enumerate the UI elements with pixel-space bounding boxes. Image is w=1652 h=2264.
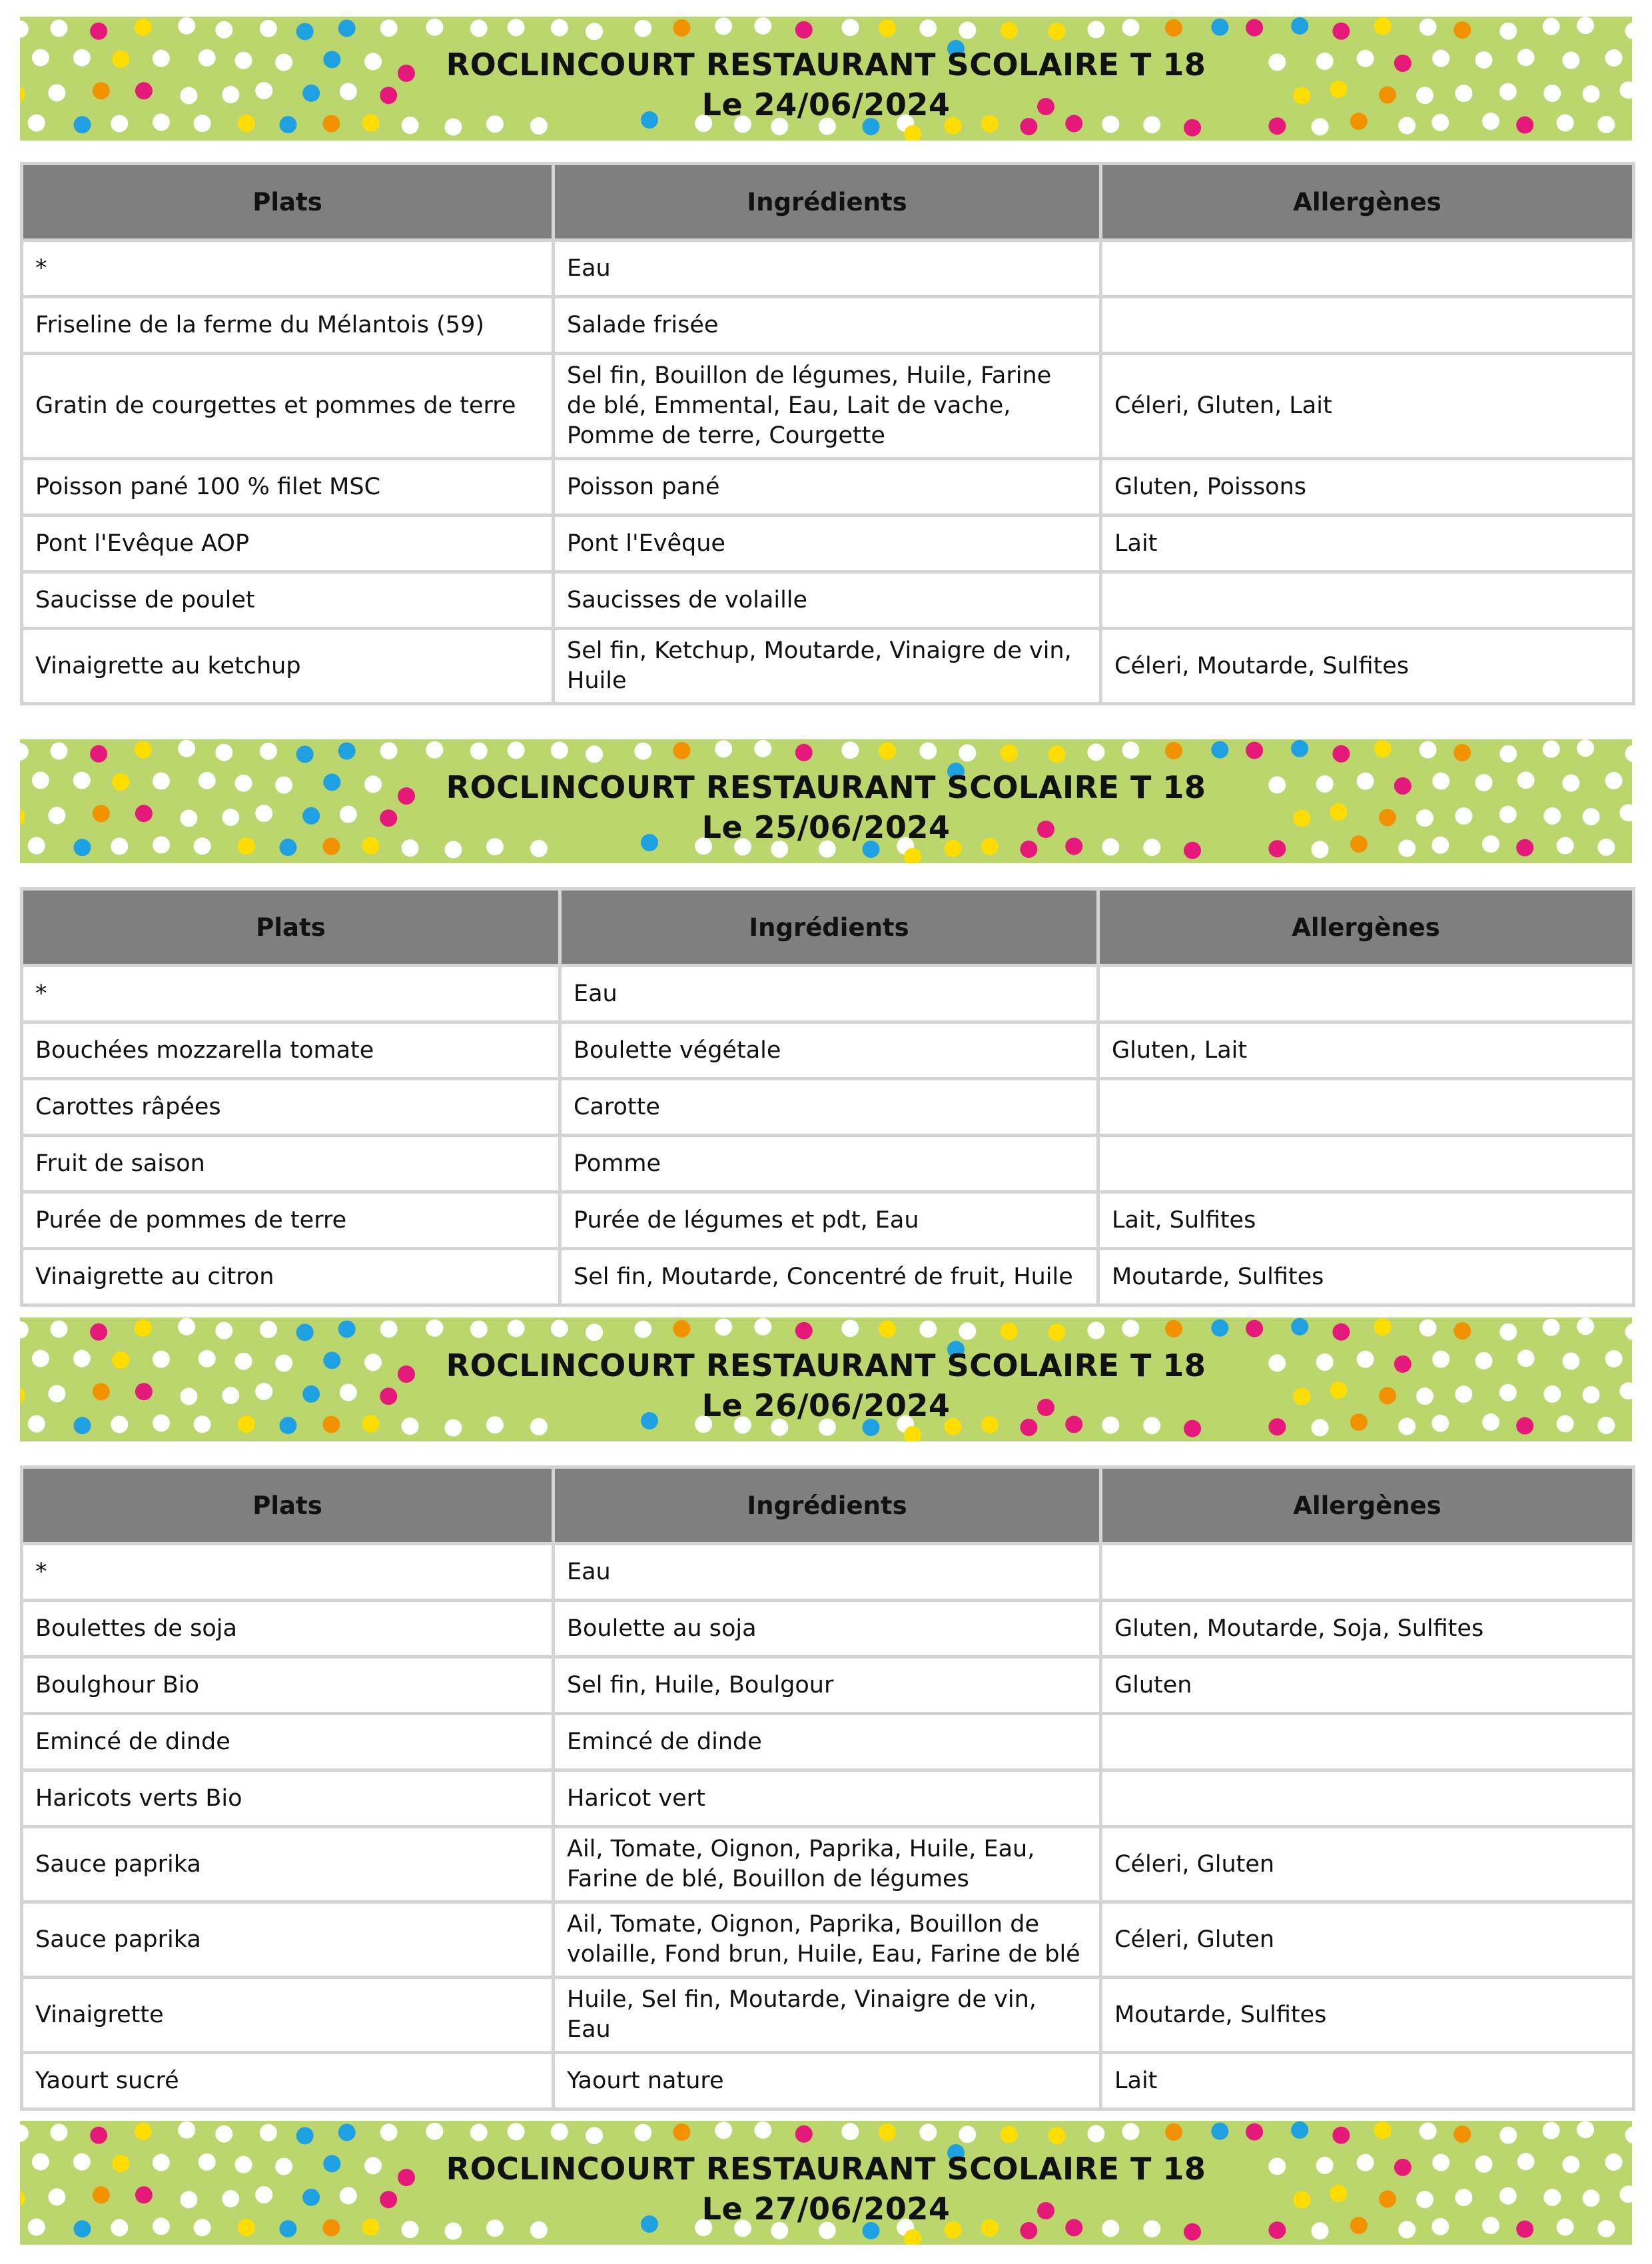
table-row [22,1978,1634,2053]
dish-allergens [1101,572,1634,629]
polka-dot [508,19,525,36]
polka-dot [1543,18,1560,35]
polka-dot [508,2123,525,2140]
polka-dot [90,1323,107,1341]
polka-dot [1374,2121,1392,2139]
table-row [22,1136,1634,1192]
day-section [20,1318,1632,2094]
dish-allergens: Gluten [1101,1657,1634,1714]
polka-dot [260,1321,277,1338]
dish-ingredients: Sel fin, Bouillon de légumes, Huile, Farine de blé, Emmental, Eau, Lait de vache, Pomme de terre, Courgette [554,354,1101,459]
table-row [22,354,1634,459]
dish-ingredients: Boulette au soja [554,1601,1101,1657]
polka-dot [551,19,568,37]
polka-dot [178,1318,195,1335]
column-header-allergenes: Allergènes [1101,1467,1634,1544]
table-row [22,2053,1634,2109]
polka-dot [1165,2123,1182,2141]
polka-dot [1211,1320,1228,1337]
polka-dot [1625,745,1632,762]
banner-title [20,767,1632,847]
dish-name: Haricots verts Bio [22,1770,554,1827]
polka-dot [1165,1320,1182,1337]
dish-name: Vinaigrette au citron [22,1249,560,1306]
menu-date: Le 24/06/2024 [701,87,951,123]
polka-dot [1625,2126,1632,2143]
table-row [22,1022,1634,1079]
dish-name: Sauce paprika [22,1902,554,1978]
polka-dot [1453,21,1471,39]
polka-dot [673,1320,690,1337]
table-header-row [22,164,1634,240]
restaurant-name: ROCLINCOURT RESTAURANT SCOLAIRE T 18 [446,2151,1206,2187]
polka-dot [296,745,314,763]
restaurant-name: ROCLINCOURT RESTAURANT SCOLAIRE T 18 [446,769,1206,805]
polka-dot [380,19,398,37]
polka-dot [426,741,443,759]
polka-dot [426,19,443,36]
polka-dot [754,1318,771,1335]
table-row [22,1770,1634,1827]
polka-dot [296,1323,314,1341]
dish-allergens: Moutarde, Sulfites [1098,1249,1634,1306]
dish-ingredients: Boulette végétale [560,1022,1098,1079]
dish-allergens: Lait [1101,516,1634,572]
polka-dot [586,1323,603,1341]
dish-allergens: Céleri, Moutarde, Sulfites [1101,629,1634,704]
dish-ingredients: Emincé de dinde [554,1714,1101,1770]
polka-dot [215,1322,232,1339]
dish-name: * [22,1544,554,1601]
dish-name: * [22,966,560,1022]
polka-dot [551,742,568,759]
polka-dot [1048,23,1066,40]
polka-dot [586,23,603,40]
polka-dot [296,23,314,40]
dish-allergens: Céleri, Gluten [1101,1827,1634,1902]
column-header-plats: Plats [22,889,560,966]
dish-ingredients: Haricot vert [554,1770,1101,1827]
polka-dot [1499,1323,1517,1341]
polka-dot [795,744,813,761]
table-row [22,1079,1634,1136]
polka-dot [338,1320,356,1337]
day-section [20,2121,1632,2245]
polka-dot [380,2123,398,2141]
table-row [22,459,1634,516]
polka-dot [90,23,107,40]
polka-dot [715,17,732,35]
column-header-ingredients: Ingrédients [560,889,1098,966]
polka-dot [135,741,152,759]
polka-dot [426,2123,443,2140]
dish-allergens [1101,1770,1634,1827]
dish-ingredients: Ail, Tomate, Oignon, Paprika, Bouillon de volaille, Fond brun, Huile, Eau, Farine de blé [554,1902,1101,1978]
polka-dot [1332,23,1350,40]
polka-dot [551,1320,568,1337]
polka-dot [20,2125,29,2142]
polka-dot [1499,23,1517,40]
polka-dot [135,19,152,36]
table-row [22,572,1634,629]
polka-dot [634,20,651,37]
polka-dot [470,742,488,759]
dish-name: Friseline de la ferme du Mélantois (59) [22,297,554,354]
dish-name: Fruit de saison [22,1136,560,1192]
polka-dot [135,2123,152,2140]
polka-dot [470,19,488,37]
polka-dot [1420,741,1437,759]
polka-dot [1246,2123,1263,2141]
dish-allergens: Gluten, Lait [1098,1022,1634,1079]
polka-dot [50,19,67,37]
polka-dot [178,17,195,35]
dish-ingredients: Ail, Tomate, Oignon, Paprika, Huile, Eau, Farine de blé, Bouillon de légumes [554,1827,1101,1902]
polka-dot [1499,2127,1517,2144]
polka-dot [1332,2127,1350,2144]
restaurant-name: ROCLINCOURT RESTAURANT SCOLAIRE T 18 [446,1347,1206,1383]
polka-dot [919,1320,937,1337]
polka-dot [215,21,232,39]
dish-ingredients: Yaourt nature [554,2053,1101,2109]
polka-dot [215,744,232,761]
polka-dot [715,740,732,757]
polka-dot [634,743,651,760]
polka-dot [879,19,896,37]
dish-name: Yaourt sucré [22,2053,554,2109]
polka-dot [1543,1319,1560,1336]
polka-dot [879,742,896,759]
dish-name: Boulettes de soja [22,1601,554,1657]
polka-dot [1577,17,1594,34]
polka-dot [338,19,356,37]
column-header-allergenes: Allergènes [1098,889,1634,966]
polka-dot [296,2127,314,2144]
table-row [22,297,1634,354]
polka-dot [1087,743,1104,761]
polka-dot [841,2123,859,2140]
banner-title [20,1345,1632,1425]
polka-dot [1420,1320,1437,1337]
day-section [20,17,1632,694]
polka-dot [754,740,771,757]
polka-dot [1543,2122,1560,2139]
polka-dot [338,2123,356,2141]
table-row [22,966,1634,1022]
polka-dot [1374,17,1392,35]
polka-dot [50,742,67,759]
table-row [22,1902,1634,1978]
polka-dot [260,2124,277,2141]
dish-allergens: Lait [1101,2053,1634,2109]
polka-dot [795,1322,813,1339]
polka-dot [380,742,398,759]
polka-dot [1420,2123,1437,2140]
menu-date: Le 27/06/2024 [701,2191,951,2227]
day-banner [20,1318,1632,1441]
polka-dot [586,2127,603,2144]
dish-allergens: Lait, Sulfites [1098,1192,1634,1249]
polka-dot [20,1321,29,1339]
banner-title [20,2149,1632,2229]
table-row [22,1249,1634,1306]
polka-dot [1420,19,1437,36]
table-row [22,1544,1634,1601]
dish-ingredients: Carotte [560,1079,1098,1136]
banner-title [20,45,1632,125]
dish-name: Carottes râpées [22,1079,560,1136]
dish-allergens [1101,240,1634,297]
dish-allergens [1098,966,1634,1022]
polka-dot [673,2123,690,2141]
polka-dot [1165,19,1182,37]
polka-dot [1291,17,1308,35]
polka-dot [634,1321,651,1338]
dish-allergens: Céleri, Gluten, Lait [1101,354,1634,459]
column-header-allergenes: Allergènes [1101,164,1634,240]
polka-dot [715,2121,732,2139]
polka-dot [178,740,195,757]
polka-dot [470,1320,488,1337]
dish-name: Gratin de courgettes et pommes de terre [22,354,554,459]
polka-dot [919,2123,937,2141]
column-header-plats: Plats [22,1467,554,1544]
polka-dot [470,2123,488,2141]
dish-name: Vinaigrette au ketchup [22,629,554,704]
dish-ingredients: Pont l'Evêque [554,516,1101,572]
polka-dot [1001,22,1018,39]
polka-dot [754,2121,771,2139]
polka-dot [1543,741,1560,758]
dish-name: Pont l'Evêque AOP [22,516,554,572]
polka-dot [1001,1323,1018,1340]
dish-allergens [1098,1136,1634,1192]
polka-dot [1577,2121,1594,2138]
polka-dot [959,2125,976,2143]
dish-name: Poisson pané 100 % filet MSC [22,459,554,516]
polka-dot [1165,742,1182,759]
polka-dot [754,17,771,35]
dish-ingredients: Purée de légumes et pdt, Eau [560,1192,1098,1249]
polka-dot [1453,1322,1471,1339]
table-row [22,1714,1634,1770]
dish-ingredients: Eau [554,240,1101,297]
polka-dot [673,742,690,759]
dish-ingredients: Poisson pané [554,459,1101,516]
dish-allergens [1101,297,1634,354]
polka-dot [260,20,277,37]
polka-dot [1291,740,1308,757]
polka-dot [1122,1320,1139,1337]
dish-allergens [1098,1079,1634,1136]
polka-dot [1332,745,1350,763]
dish-ingredients: Sel fin, Ketchup, Moutarde, Vinaigre de vin, Huile [554,629,1101,704]
polka-dot [1332,1323,1350,1341]
polka-dot [20,743,29,761]
polka-dot [841,741,859,759]
dish-name: Bouchées mozzarella tomate [22,1022,560,1079]
polka-dot [959,744,976,761]
day-banner [20,739,1632,863]
table-row [22,1192,1634,1249]
restaurant-name: ROCLINCOURT RESTAURANT SCOLAIRE T 18 [446,47,1206,83]
table-row [22,516,1634,572]
polka-dot [1087,1321,1104,1339]
polka-dot [1453,744,1471,761]
menu-table [20,887,1635,1307]
polka-dot [50,2123,67,2141]
polka-dot [1374,740,1392,757]
polka-dot [841,19,859,36]
dish-ingredients: Sel fin, Moutarde, Concentré de fruit, Huile [560,1249,1098,1306]
dish-allergens [1101,1544,1634,1601]
polka-dot [715,1318,732,1335]
polka-dot [959,21,976,39]
polka-dot [673,19,690,37]
polka-dot [90,2127,107,2144]
polka-dot [1577,1318,1594,1335]
table-row [22,629,1634,704]
polka-dot [795,21,813,39]
dish-ingredients: Sel fin, Huile, Boulgour [554,1657,1101,1714]
polka-dot [90,745,107,763]
dish-ingredients: Saucisses de volaille [554,572,1101,629]
polka-dot [1577,739,1594,757]
dish-ingredients: Huile, Sel fin, Moutarde, Vinaigre de vin, Eau [554,1978,1101,2053]
column-header-plats: Plats [22,164,554,240]
polka-dot [1211,2123,1228,2140]
polka-dot [1001,2126,1018,2143]
polka-dot [1211,19,1228,36]
polka-dot [1211,741,1228,759]
polka-dot [634,2124,651,2141]
dish-name: Saucisse de poulet [22,572,554,629]
dish-ingredients: Eau [554,1544,1101,1601]
dish-allergens [1101,1714,1634,1770]
polka-dot [1122,19,1139,36]
polka-dot [178,2121,195,2139]
polka-dot [50,1320,67,1337]
dish-allergens: Moutarde, Sulfites [1101,1978,1634,2053]
polka-dot [1291,2121,1308,2139]
polka-dot [959,1322,976,1339]
polka-dot [1122,2123,1139,2140]
polka-dot [1374,1318,1392,1335]
polka-dot [508,741,525,759]
polka-dot [1087,2125,1104,2142]
table-row [22,240,1634,297]
dish-ingredients: Salade frisée [554,297,1101,354]
polka-dot [338,742,356,759]
polka-dot [1048,2127,1066,2144]
polka-dot [1625,22,1632,39]
table-header-row [22,1467,1634,1544]
dish-name: Boulghour Bio [22,1657,554,1714]
polka-dot [1499,745,1517,763]
table-header-row [22,889,1634,966]
polka-dot [919,19,937,37]
polka-dot [586,745,603,763]
menu-table [20,1465,1635,2111]
polka-dot [380,1320,398,1337]
dish-name: * [22,240,554,297]
polka-dot [841,1320,859,1337]
table-row [22,1601,1634,1657]
menu-date: Le 25/06/2024 [701,809,951,845]
table-row [22,1657,1634,1714]
polka-dot [260,743,277,760]
dish-name: Purée de pommes de terre [22,1192,560,1249]
menu-table [20,162,1635,705]
dish-ingredients: Eau [560,966,1098,1022]
polka-dot [919,742,937,759]
column-header-ingredients: Ingrédients [554,1467,1101,1544]
polka-dot [879,2123,896,2141]
polka-dot [1453,2125,1471,2143]
polka-dot [1625,1323,1632,1340]
polka-dot [215,2125,232,2143]
menu-date: Le 26/06/2024 [701,1387,951,1423]
polka-dot [879,1320,896,1337]
polka-dot [1001,745,1018,762]
day-section [20,739,1632,1290]
dish-allergens: Gluten, Moutarde, Soja, Sulfites [1101,1601,1634,1657]
polka-dot [1048,745,1066,763]
table-row [22,1827,1634,1902]
polka-dot [1087,21,1104,38]
dish-name: Emincé de dinde [22,1714,554,1770]
column-header-ingredients: Ingrédients [554,164,1101,240]
polka-dot [551,2123,568,2141]
polka-dot [1048,1323,1066,1341]
dish-allergens: Céleri, Gluten [1101,1902,1634,1978]
polka-dot [1291,1318,1308,1335]
polka-dot [135,1320,152,1337]
dish-ingredients: Pomme [560,1136,1098,1192]
dish-name: Sauce paprika [22,1827,554,1902]
polka-dot [20,21,29,38]
dish-allergens: Gluten, Poissons [1101,459,1634,516]
day-banner [20,2121,1632,2245]
polka-dot [795,2125,813,2143]
day-banner [20,17,1632,141]
polka-dot [1246,1320,1263,1337]
dish-name: Vinaigrette [22,1978,554,2053]
polka-dot [426,1320,443,1337]
polka-dot [1246,742,1263,759]
polka-dot [508,1320,525,1337]
polka-dot [1246,19,1263,37]
polka-dot [1122,741,1139,759]
